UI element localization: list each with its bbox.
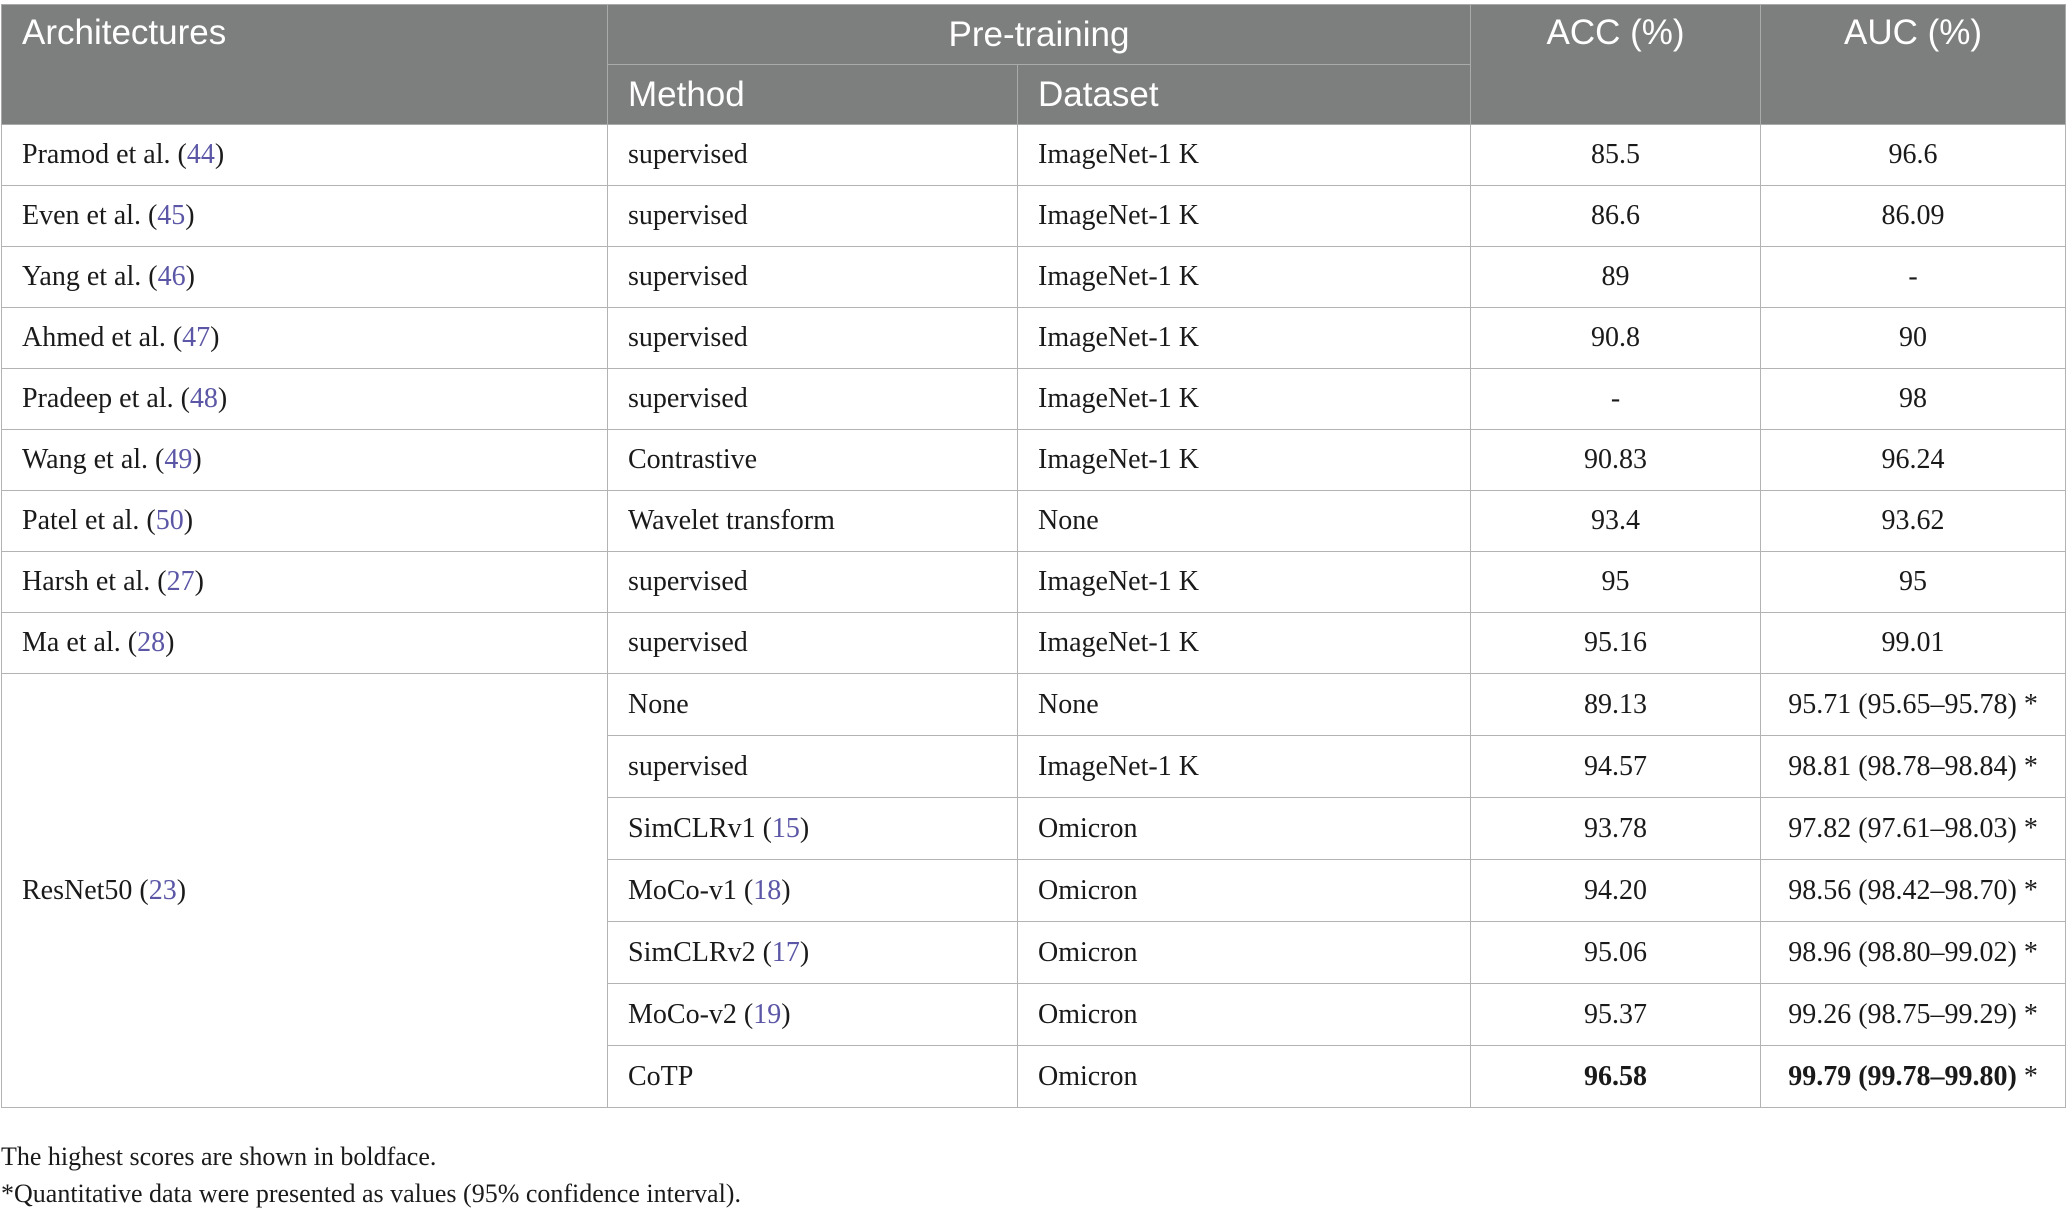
arch-cell: Ahmed et al. (47) xyxy=(2,308,608,369)
acc-cell: 95.37 xyxy=(1471,984,1761,1046)
auc-cell: 96.6 xyxy=(1761,125,2066,186)
method-cell: Wavelet transform xyxy=(608,491,1018,552)
acc-cell: 89.13 xyxy=(1471,674,1761,736)
method-cell: supervised xyxy=(608,247,1018,308)
acc-cell: 94.20 xyxy=(1471,860,1761,922)
reference-link[interactable]: 50 xyxy=(155,505,184,536)
method-cell: SimCLRv1 (15) xyxy=(608,798,1018,860)
table-footnotes xyxy=(1,1138,741,1212)
auc-cell: 98.81 (98.78–98.84) * xyxy=(1761,736,2066,798)
acc-cell: 93.4 xyxy=(1471,491,1761,552)
dataset-cell: ImageNet-1 K xyxy=(1018,613,1471,674)
method-cell: supervised xyxy=(608,186,1018,247)
table-row xyxy=(2,552,2066,613)
reference-link[interactable]: 19 xyxy=(753,998,782,1030)
auc-cell: 96.24 xyxy=(1761,430,2066,491)
auc-cell: 98.56 (98.42–98.70) * xyxy=(1761,860,2066,922)
dataset-cell: Omicron xyxy=(1018,984,1471,1046)
auc-cell: 95 xyxy=(1761,552,2066,613)
arch-cell: Pradeep et al. (48) xyxy=(2,369,608,430)
acc-cell: 89 xyxy=(1471,247,1761,308)
method-cell: supervised xyxy=(608,369,1018,430)
method-cell: CoTP xyxy=(608,1046,1018,1108)
reference-link[interactable]: 28 xyxy=(137,627,166,658)
reference-link[interactable]: 23 xyxy=(148,874,177,906)
method-cell: supervised xyxy=(608,308,1018,369)
auc-cell: 98.96 (98.80–99.02) * xyxy=(1761,922,2066,984)
auc-cell-best: 99.79 (99.78–99.80) * xyxy=(1761,1046,2066,1108)
dataset-cell: ImageNet-1 K xyxy=(1018,552,1471,613)
auc-cell: 98 xyxy=(1761,369,2066,430)
table-row xyxy=(2,430,2066,491)
acc-cell: 85.5 xyxy=(1471,125,1761,186)
method-cell: supervised xyxy=(608,125,1018,186)
arch-cell: Ma et al. (28) xyxy=(2,613,608,674)
reference-link[interactable]: 44 xyxy=(186,139,215,170)
auc-best-value: 99.79 (99.78–99.80) xyxy=(1788,1060,2017,1092)
reference-link[interactable]: 27 xyxy=(166,566,195,597)
dataset-cell: ImageNet-1 K xyxy=(1018,369,1471,430)
reference-link[interactable]: 46 xyxy=(157,261,186,292)
results-table xyxy=(1,4,2066,1108)
dataset-cell: Omicron xyxy=(1018,1046,1471,1108)
reference-link[interactable]: 18 xyxy=(753,874,782,906)
acc-cell: - xyxy=(1471,369,1761,430)
dataset-cell: Omicron xyxy=(1018,798,1471,860)
dataset-cell: ImageNet-1 K xyxy=(1018,125,1471,186)
footnote-boldface: The highest scores are shown in boldface. xyxy=(1,1142,437,1171)
header-method: Method xyxy=(608,65,1018,125)
table-row xyxy=(2,613,2066,674)
header-dataset: Dataset xyxy=(1018,65,1471,125)
arch-cell: Yang et al. (46) xyxy=(2,247,608,308)
dataset-cell: ImageNet-1 K xyxy=(1018,308,1471,369)
dataset-cell: ImageNet-1 K xyxy=(1018,430,1471,491)
table-row xyxy=(2,674,2066,736)
reference-link[interactable]: 49 xyxy=(164,444,193,475)
header-row-1 xyxy=(2,5,2066,65)
acc-cell: 86.6 xyxy=(1471,186,1761,247)
acc-cell-best: 96.58 xyxy=(1471,1046,1761,1108)
header-architectures: Architectures xyxy=(2,5,608,125)
acc-cell: 90.83 xyxy=(1471,430,1761,491)
reference-link[interactable]: 15 xyxy=(771,812,800,844)
method-cell: supervised xyxy=(608,613,1018,674)
reference-link[interactable]: 17 xyxy=(771,936,800,968)
auc-cell: 99.01 xyxy=(1761,613,2066,674)
auc-cell: 95.71 (95.65–95.78) * xyxy=(1761,674,2066,736)
table-row xyxy=(2,247,2066,308)
header-auc: AUC (%) xyxy=(1761,5,2066,125)
arch-cell: Even et al. (45) xyxy=(2,186,608,247)
reference-link[interactable]: 45 xyxy=(157,200,186,231)
arch-cell: Wang et al. (49) xyxy=(2,430,608,491)
method-cell: supervised xyxy=(608,552,1018,613)
auc-cell: 86.09 xyxy=(1761,186,2066,247)
auc-cell: 99.26 (98.75–99.29) * xyxy=(1761,984,2066,1046)
acc-cell: 95.16 xyxy=(1471,613,1761,674)
method-cell: MoCo-v1 (18) xyxy=(608,860,1018,922)
table-row xyxy=(2,369,2066,430)
method-cell: Contrastive xyxy=(608,430,1018,491)
table-row xyxy=(2,491,2066,552)
header-pretraining: Pre-training xyxy=(608,5,1471,65)
dataset-cell: None xyxy=(1018,491,1471,552)
dataset-cell: Omicron xyxy=(1018,860,1471,922)
footnote-confidence-interval: *Quantitative data were presented as values (95% confidence interval). xyxy=(1,1179,741,1208)
table-row xyxy=(2,186,2066,247)
arch-cell: Harsh et al. (27) xyxy=(2,552,608,613)
auc-cell: - xyxy=(1761,247,2066,308)
table-row xyxy=(2,125,2066,186)
arch-cell-resnet50: ResNet50 (23) xyxy=(2,674,608,1108)
acc-cell: 95.06 xyxy=(1471,922,1761,984)
arch-cell: Pramod et al. (44) xyxy=(2,125,608,186)
auc-cell: 90 xyxy=(1761,308,2066,369)
dataset-cell: ImageNet-1 K xyxy=(1018,736,1471,798)
dataset-cell: Omicron xyxy=(1018,922,1471,984)
auc-cell: 93.62 xyxy=(1761,491,2066,552)
header-acc: ACC (%) xyxy=(1471,5,1761,125)
auc-cell: 97.82 (97.61–98.03) * xyxy=(1761,798,2066,860)
acc-cell: 90.8 xyxy=(1471,308,1761,369)
dataset-cell: None xyxy=(1018,674,1471,736)
reference-link[interactable]: 47 xyxy=(182,322,211,353)
acc-cell: 94.57 xyxy=(1471,736,1761,798)
method-cell: supervised xyxy=(608,736,1018,798)
arch-cell: Patel et al. (50) xyxy=(2,491,608,552)
table-row xyxy=(2,308,2066,369)
dataset-cell: ImageNet-1 K xyxy=(1018,247,1471,308)
method-cell: None xyxy=(608,674,1018,736)
acc-cell: 95 xyxy=(1471,552,1761,613)
reference-link[interactable]: 48 xyxy=(189,383,218,414)
dataset-cell: ImageNet-1 K xyxy=(1018,186,1471,247)
acc-cell: 93.78 xyxy=(1471,798,1761,860)
method-cell: MoCo-v2 (19) xyxy=(608,984,1018,1046)
method-cell: SimCLRv2 (17) xyxy=(608,922,1018,984)
